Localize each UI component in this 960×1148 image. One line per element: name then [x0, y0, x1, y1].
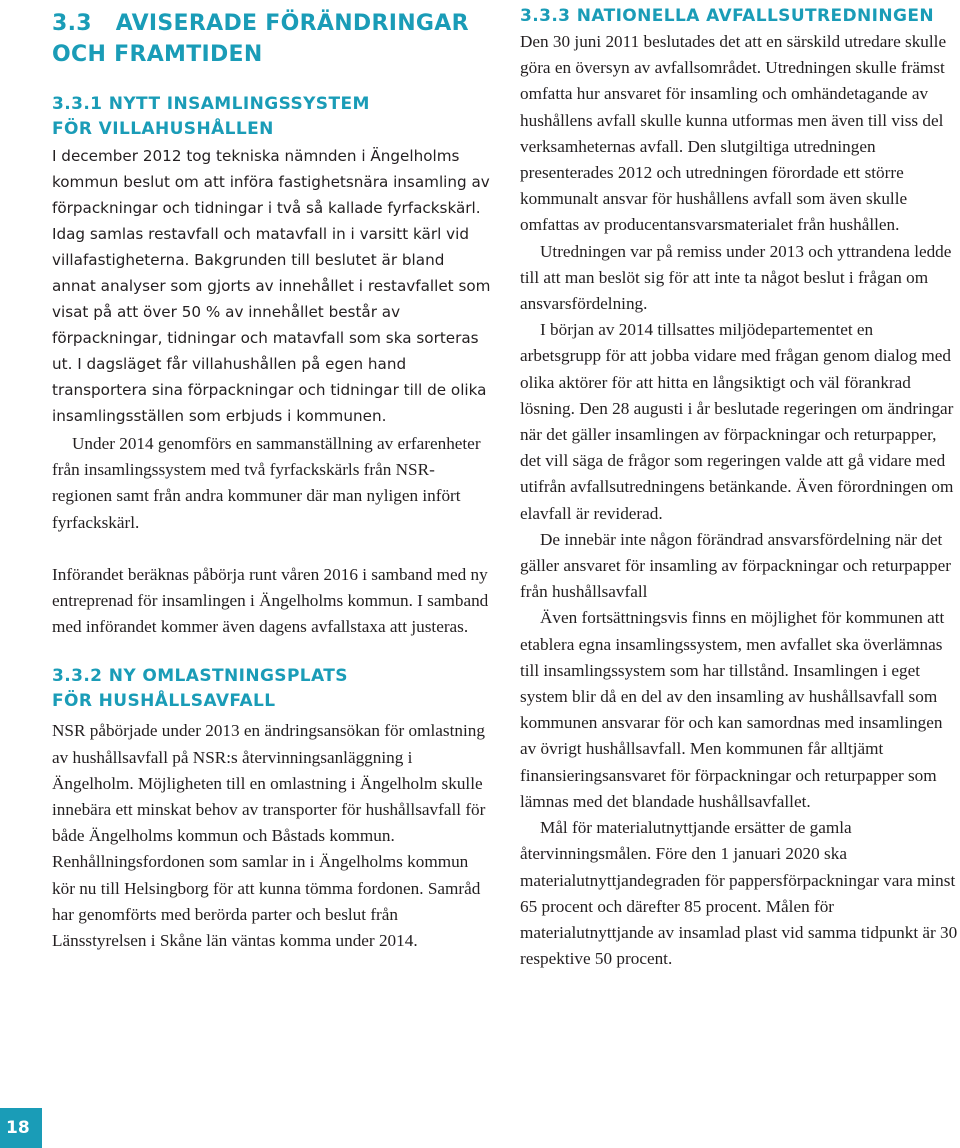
paragraph: Mål för materialutnyttjande ersätter de gamla återvinningsmålen. Före den 1 januari 2020 ska materialutnyttjandegraden för pappersförpackningar vara minst 65 procent och därefter 85 procent. Målen för materialutnyttjande av insamlad plast vid samma tidpunkt är 30 respektive 50 procent.: [520, 818, 958, 969]
paragraph: Utredningen var på remiss under 2013 och yttrandena ledde till att man beslöt sig för att inte ta något beslut i frågan om ansvarsfördelning.: [520, 241, 952, 314]
section-title: AVISERADE FÖRÄNDRINGAR OCH FRAMTIDEN: [52, 11, 469, 67]
section-heading: [52, 8, 482, 70]
paragraph: NSR påbörjade under 2013 en ändringsansökan för omlastning av hushållsavfall på NSR:s återvinningsanläggning i Ängelholm. Möjligheten till en omlastning i Ängelholm skulle innebära ett minskat behov av transporter för hushållsavfall för både Ängelholms kommun och Båstads kommun. Renhållningsfordonen som samlar in i Ängelholms kommun kör nu till Helsingborg för att kunna tömma fordonen. Samråd har genomförts med berörda parter och beslut från Länsstyrelsen i Skåne län väntas komma under 2014.: [52, 721, 486, 951]
paragraph: I början av 2014 tillsattes miljödepartementet en arbetsgrupp för att jobba vidare med frågan genom dialog med olika aktörer för att hitta en långsiktigt och väl förankrad lösning. Den 28 augusti i år beslutade regeringen om ändringar när det gäller insamlingen av förpackningar och returpapper, det vill säga de frågor som regeringen valde att gå vidare med utifrån avfallsutredningens betänkande. Även förordningen om elavfall är reviderad.: [520, 320, 954, 523]
right-column: [520, 4, 958, 972]
paragraph: I december 2012 tog tekniska nämnden i Ängelholms kommun beslut om att införa fastighetsnära insamling av förpackningar och tidningar i två så kallade fyrfackskärl. Idag samlas restavfall och matavfall in i varsitt kärl vid villafastigheterna. Bakgrunden till beslutet är bland annat analyser som gjorts av innehållet i restavfallet som visat på att över 50 % av innehållet består av förpackningar, tidningar och matavfall som ska sorteras ut. I dagsläget får villahushållen på egen hand transportera sina förpackningar och tidningar till de olika insamlingsställen som erbjuds i kommunen.: [52, 147, 491, 425]
subsection-heading-3-3-1: 3.3.1 NYTT INSAMLINGSSYSTEM FÖR VILLAHUSHÅLLEN: [52, 94, 370, 139]
page-number: 18: [0, 1108, 42, 1148]
paragraph: Den 30 juni 2011 beslutades det att en särskild utredare skulle göra en översyn av avfallsområdet. Utredningen skulle främst omfatta hur ansvaret för insamling och omhändetagande av hushållens avfall skulle kunna utformas men även till viss del verksamheternas avfall. Den slutgiltiga utredningen presenterades 2012 och utredningen förordade ett större kommunalt ansvar för hushållens avfall som även skulle omfattas av producentansvarsmaterialet från hushållen.: [520, 32, 947, 235]
paragraph: Under 2014 genomförs en sammanställning av erfarenheter från insamlingssystem med två fyrfackskärls från NSR-regionen samt från andra kommuner där man nyligen infört fyrfackskärl.: [52, 434, 481, 532]
subsection-heading-3-3-2: 3.3.2 NY OMLASTNINGSPLATS FÖR HUSHÅLLSAVFALL: [52, 666, 348, 712]
paragraph: Även fortsättningsvis finns en möjlighet för kommunen att etablera egna insamlingssystem, men avfallet ska överlämnas till insamlingssystem som har tillstånd. Insamlingen i eget system blir då en del av den insamling av hushållsavfall som kommunen ansvarar för och kan samordnas med insamlingen av övrigt hushållsavfall. Men kommunen får alltjämt finansieringsansvaret för förpackningar och returpapper som lämnas med det blandade hushållsavfallet.: [520, 608, 945, 811]
paragraph: De innebär inte någon förändrad ansvarsfördelning när det gäller ansvaret för insamling av förpackningar och returpapper från hushållsavfall: [520, 529, 951, 602]
left-column: [52, 92, 492, 954]
subsection-heading-3-3-3: 3.3.3 NATIONELLA AVFALLSUTREDNINGEN: [520, 6, 935, 26]
paragraph: Införandet beräknas påbörja runt våren 2016 i samband med ny entreprenad för insamlingen i Ängelholms kommun. I samband med införandet kommer även dagens avfallstaxa att justeras.: [52, 564, 489, 637]
section-number: 3.3: [52, 11, 92, 36]
